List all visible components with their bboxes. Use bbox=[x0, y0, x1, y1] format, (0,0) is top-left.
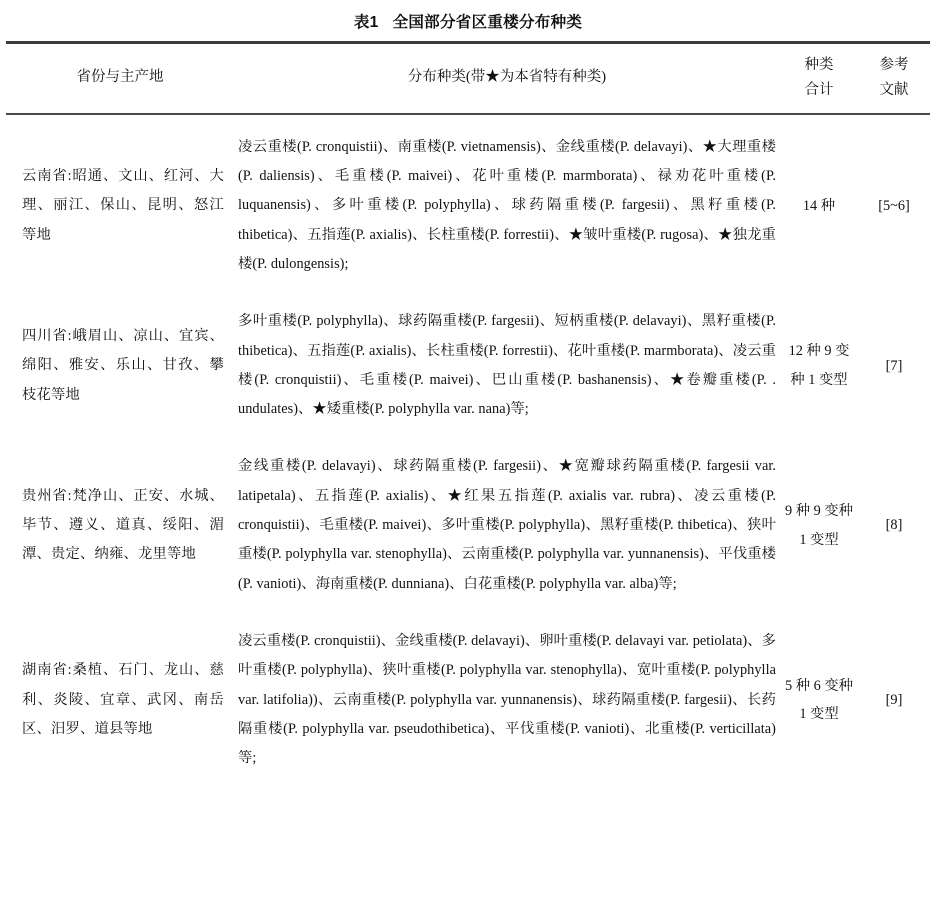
column-header-reference-line2: 文献 bbox=[879, 81, 909, 98]
table-header bbox=[6, 44, 930, 113]
distribution-table bbox=[6, 44, 930, 113]
column-header-count-line1: 种类 bbox=[804, 57, 834, 73]
table-row bbox=[6, 438, 930, 612]
column-header-province: 省份与主产地 bbox=[76, 68, 164, 85]
cell-species: 金线重楼(P. delavayi)、球药隔重楼(P. fargesii)、★宽瓣球药隔重楼(P. fargesii var. latipetala)、五指莲(P. axialis)、★红果五指莲(P. axialis var. rubra)、凌云重楼(P. cronquistii)、毛重楼(P. maivei)、多叶重楼(P. polyphylla)、黑籽重楼(P. thibetica)、狭叶重楼(P. polyphylla var. stenophylla)、云南重楼(P. polyphylla var. yunnanensis)、平伐重楼(P. vanioti)、海南重楼(P. dunniana)、白花重楼(P. polyphylla var. alba)等; bbox=[238, 458, 776, 592]
column-header-reference bbox=[858, 44, 930, 113]
cell-province: 四川省:峨眉山、凉山、宜宾、绵阳、雅安、乐山、甘孜、攀枝花等地 bbox=[22, 327, 224, 403]
cell-reference: [8] bbox=[885, 517, 903, 534]
cell-species: 凌云重楼(P. cronquistii)、南重楼(P. vietnamensis)、金线重楼(P. delavayi)、★大理重楼(P. daliensis)、毛重楼(P. maivei)、花叶重楼(P. marmborata)、禄劝花叶重楼(P. luquanensis)、多叶重楼(P. polyphylla)、球药隔重楼(P. fargesii)、黑籽重楼(P. thibetica)、五指莲(P. axialis)、长柱重楼(P. forrestii)、★皱叶重楼(P. rugosa)、★独龙重楼(P. dulongensis); bbox=[238, 138, 776, 272]
cell-species: 多叶重楼(P. polyphylla)、球药隔重楼(P. fargesii)、短柄重楼(P. delavayi)、黑籽重楼(P. thibetica)、五指莲(P. axialis)、长柱重楼(P. forrestii)、花叶重楼(P. marmborata)、凌云重楼(P. cronquistii)、毛重楼(P. maivei)、巴山重楼(P. bashanensis)、★卷瓣重楼(P. . undulates)、★矮重楼(P. polyphylla var. nana)等; bbox=[238, 313, 776, 418]
table-row bbox=[6, 115, 930, 293]
table-row bbox=[6, 613, 930, 787]
table-caption bbox=[0, 0, 936, 41]
distribution-table-body bbox=[6, 115, 930, 788]
cell-reference: [9] bbox=[885, 691, 903, 708]
cell-count: 14 种 bbox=[802, 197, 836, 214]
table-caption-number: 表1 bbox=[353, 14, 379, 31]
column-header-species: 分布种类(带★为本省特有种类) bbox=[407, 68, 607, 85]
cell-species: 凌云重楼(P. cronquistii)、金线重楼(P. delavayi)、卵叶重楼(P. delavayi var. petiolata)、多叶重楼(P. polyphylla)、狭叶重楼(P. polyphylla var. stenophylla)、宽叶重楼(P. polyphylla var. latifolia))、云南重楼(P. polyphylla var. yunnanensis)、球药隔重楼(P. fargesii)、长药隔重楼(P. polyphylla var. pseudothibetica)、平伐重楼(P. vanioti)、北重楼(P. verticillata)等; bbox=[238, 632, 776, 767]
column-header-reference-line1: 参考 bbox=[879, 57, 909, 73]
column-header-count bbox=[780, 44, 858, 113]
cell-reference: [5~6] bbox=[878, 197, 910, 214]
cell-count: 12 种 9 变种 1 变型 bbox=[788, 343, 850, 388]
table-body bbox=[6, 115, 930, 788]
cell-province: 贵州省:梵净山、正安、水城、毕节、遵义、道真、绥阳、湄潭、贵定、纳雍、龙里等地 bbox=[22, 487, 224, 563]
cell-count: 9 种 9 变种 1 变型 bbox=[785, 503, 853, 548]
cell-province: 湖南省:桑植、石门、龙山、慈利、炎陵、宜章、武冈、南岳区、汨罗、道县等地 bbox=[22, 662, 224, 737]
cell-province: 云南省:昭通、文山、红河、大理、丽江、保山、昆明、怒江等地 bbox=[22, 168, 224, 243]
table-caption-text: 全国部分省区重楼分布种类 bbox=[392, 14, 583, 31]
header-row bbox=[6, 44, 930, 113]
table-row bbox=[6, 293, 930, 438]
cell-reference: [7] bbox=[885, 357, 903, 374]
cell-count: 5 种 6 变种 1 变型 bbox=[785, 677, 853, 723]
column-header-count-line2: 合计 bbox=[804, 81, 834, 98]
